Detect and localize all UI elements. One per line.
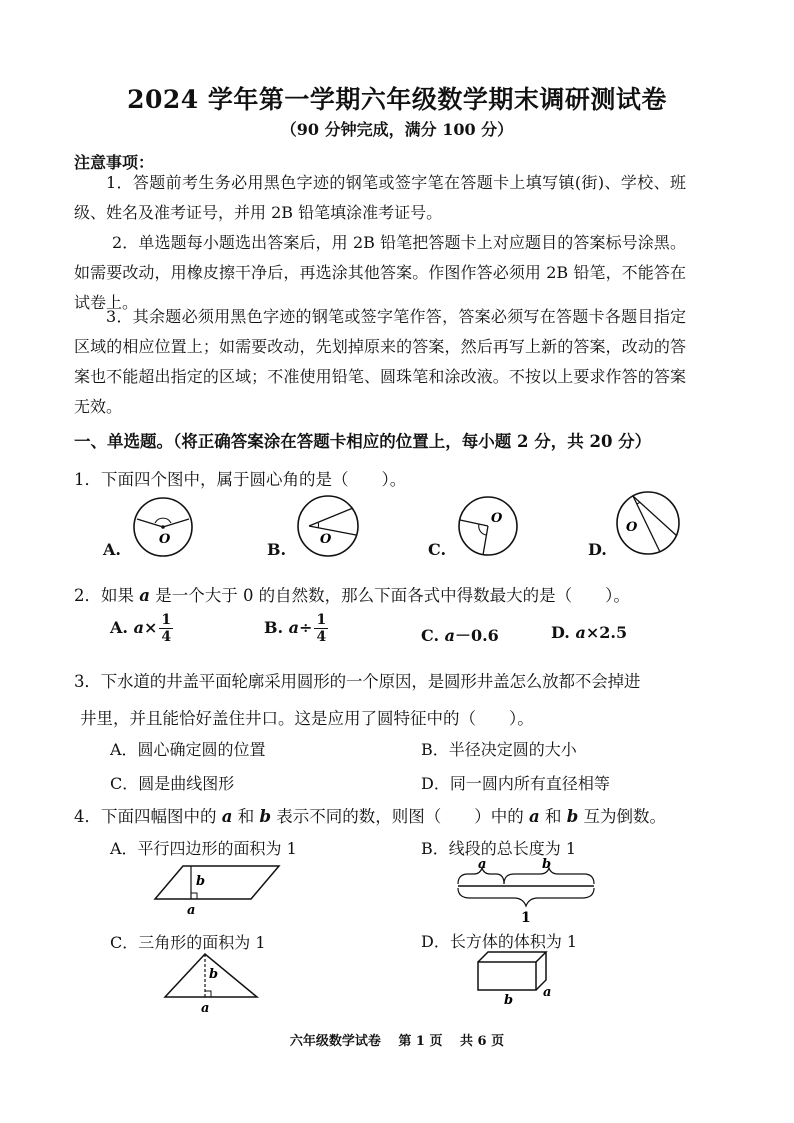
question-1-stem: 1．下面四个图中，属于圆心角的是（ ）。: [74, 470, 407, 489]
q1-b-center-label: O: [320, 532, 332, 547]
q3-option-d: D．同一圆内所有直径相等: [421, 774, 610, 793]
q3-option-c: C．圆是曲线图形: [110, 774, 235, 793]
q3-option-a: A．圆心确定圆的位置: [110, 740, 266, 759]
q1-figure-a: [128, 495, 198, 565]
q4-option-d: D．长方体的体积为 1: [421, 932, 578, 951]
q2-option-b: B. a÷ $\frac{1}{4}$: [264, 612, 327, 645]
question-3-line-1: 3．下水道的井盖平面轮廓采用圆形的一个原因，是圆形井盖怎么放都不会掉进: [74, 672, 641, 691]
q4-option-c: C．三角形的面积为 1: [110, 933, 266, 952]
page-footer: 六年级数学试卷 第 1 页 共 6 页: [289, 1034, 505, 1049]
q4-option-a: A．平行四边形的面积为 1: [110, 839, 297, 858]
q1-d-center-label: O: [626, 520, 638, 535]
note-item-3: 3．其余题必须用黑色字迹的钢笔或签字笔作答，答案必须写在答题卡各题目指定区域的相应位置上；如需要改动，先划掉原来的答案，然后再写上新的答案，改动的答案也不能超出指定的区域；不准使用铅笔、圆珠笔和涂改液。不按以上要求作答的答案无效。: [74, 307, 686, 416]
q4-d-label-b: b: [504, 993, 514, 1008]
q2-option-c: C. a－0.6: [421, 626, 499, 645]
q4-b-label-one: 1: [521, 910, 531, 926]
section-heading: 一、单选题。（将正确答案涂在答题卡相应的位置上，每小题 2 分，共 20 分）: [74, 432, 652, 451]
q4-figure-d-cuboid: [474, 948, 564, 1008]
note-item-1: 1．答题前考生务必用黑色字迹的钢笔或签字笔在答题卡上填写镇(街)、学校、班级、姓名及准考证号，并用 2B 铅笔填涂准考证号。: [74, 173, 686, 222]
q1-figure-b: [292, 492, 364, 564]
note-item-2: 2．单选题每小题选出答案后，用 2B 铅笔把答题卡上对应题目的答案标号涂黑。如需要改动，用橡皮擦干净后，再选涂其他答案。作图作答必须用 2B 铅笔，不能答在试卷上。: [74, 233, 686, 312]
q4-c-label-b: b: [209, 967, 219, 982]
q4-a-label-b: b: [196, 874, 206, 889]
page-subtitle: （90 分钟完成，满分 100 分）: [280, 120, 514, 139]
q2-option-a: A. a× $\frac{1}{4}$: [110, 612, 172, 645]
q4-option-b: B．线段的总长度为 1: [421, 839, 577, 858]
q1-option-a-label: A.: [103, 540, 121, 559]
q1-figure-d: [610, 486, 686, 562]
q1-option-d-label: D.: [588, 540, 607, 559]
question-2-stem: 2．如果 a 是一个大于 0 的自然数，那么下面各式中得数最大的是（ ）。: [74, 586, 630, 605]
q1-c-center-label: O: [491, 511, 503, 526]
q4-b-label-b: b: [542, 857, 552, 872]
q1-option-b-label: B.: [267, 540, 287, 559]
q4-b-label-a: a: [478, 857, 487, 872]
question-3-line-2: 井里，并且能恰好盖住井口。这是应用了圆特征中的（ ）。: [80, 709, 534, 728]
page-title: 2024 学年第一学期六年级数学期末调研测试卷: [127, 85, 667, 114]
q4-d-label-a: a: [543, 985, 552, 1000]
q4-a-label-a: a: [187, 903, 196, 918]
notes-heading: 注意事项：: [74, 153, 155, 172]
q2-option-d: D. a×2.5: [551, 623, 628, 642]
q4-figure-c-triangle: [165, 952, 265, 1014]
question-4-stem: 4．下面四幅图中的 a 和 b 表示不同的数，则图（ ）中的 a 和 b 互为倒数。: [74, 807, 666, 826]
q4-figure-a-parallelogram: [155, 862, 285, 918]
q4-figure-b-segment: [452, 854, 602, 926]
q1-figure-c: [452, 492, 524, 564]
q1-a-center-label: O: [159, 532, 171, 547]
q3-option-b: B．半径决定圆的大小: [421, 740, 577, 759]
q4-c-label-a: a: [201, 1001, 210, 1016]
q1-option-c-label: C.: [428, 540, 447, 559]
